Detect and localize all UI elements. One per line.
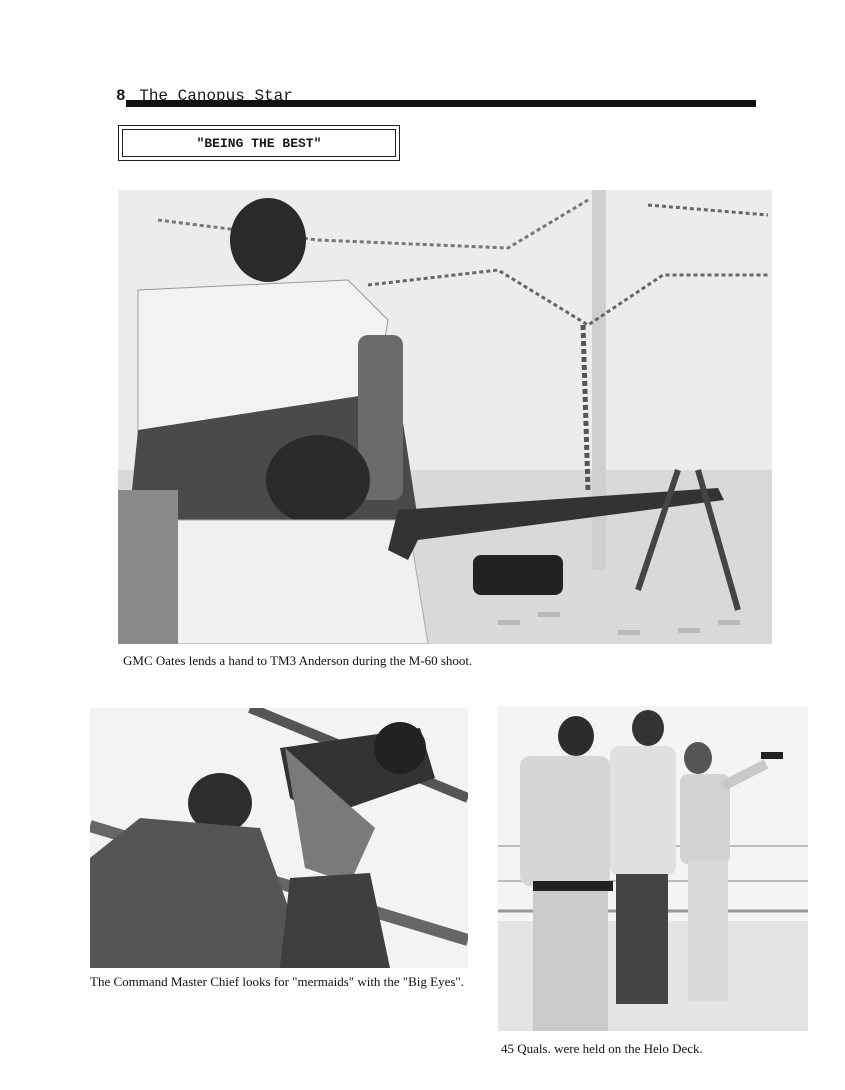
section-title-box — [118, 125, 400, 161]
photo-m60-shoot — [118, 190, 772, 644]
photo-helo-deck — [498, 706, 808, 1031]
caption-helo-deck: 45 Quals. were held on the Helo Deck. — [501, 1041, 703, 1056]
masthead — [116, 86, 756, 108]
caption-m60-shoot: GMC Oates lends a hand to TM3 Anderson during the M-60 shoot. — [123, 653, 473, 668]
caption-big-eyes: The Command Master Chief looks for "mermaids" with the "Big Eyes". — [90, 974, 464, 989]
publication-title: The Canopus Star — [139, 87, 293, 105]
photo-big-eyes — [90, 708, 468, 968]
section-title: "BEING THE BEST" — [122, 129, 396, 157]
page-number: 8 — [116, 87, 126, 105]
